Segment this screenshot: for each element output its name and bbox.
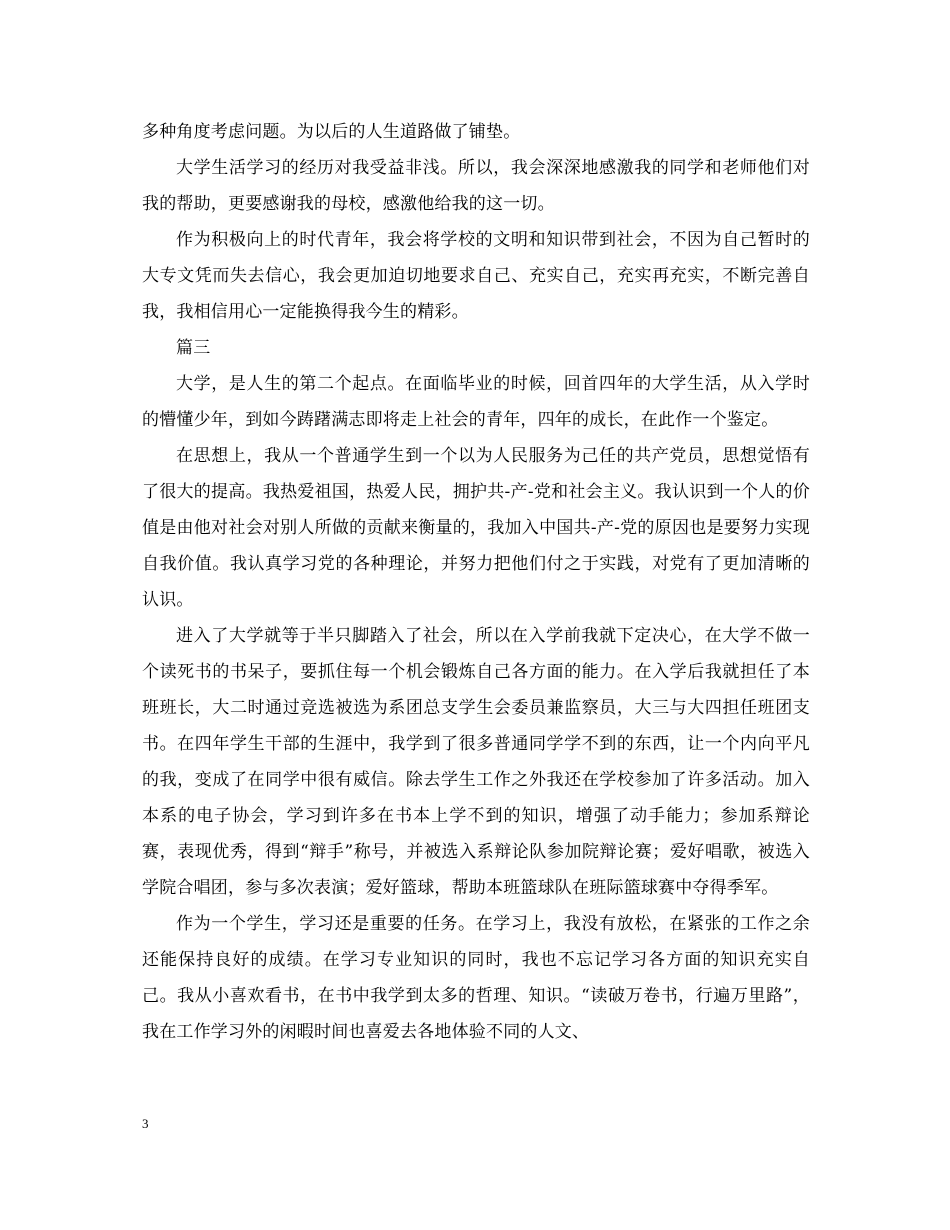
page-number: 3	[142, 1116, 149, 1131]
paragraph-3: 作为积极向上的时代青年，我会将学校的文明和知识带到社会，不因为自己暂时的大专文凭而失去信心，我会更加迫切地要求自己、充实自己，充实再充实，不断完善自我，我相信用心一定能换得我今生的精彩。	[142, 230, 810, 322]
paragraph-5: 在思想上，我从一个普通学生到一个以为人民服务为己任的共产党员，思想觉悟有了很大的提高。我热爱祖国，热爱人民，拥护共-产-党和社会主义。我认识到一个人的价值是由他对社会对别人所做的贡献来衡量的，我加入中国共-产-党的原因也是要努力实现自我价值。我认真学习党的各种理论，并努力把他们付之于实践，对党有了更加清晰的认识。	[142, 446, 810, 610]
paragraph-6: 进入了大学就等于半只脚踏入了社会，所以在入学前我就下定决心，在大学不做一个读死书的书呆子，要抓住每一个机会锻炼自己各方面的能力。在入学后我就担任了本班班长，大二时通过竞选被选为系团总支学生会委员兼监察员，大三与大四担任班团支书。在四年学生干部的生涯中，我学到了很多普通同学学不到的东西，让一个内向平凡的我，变成了在同学中很有威信。除去学生工作之外我还在学校参加了许多活动。加入本系的电子协会，学习到许多在书本上学不到的知识，增强了动手能力；参加系辩论赛，表现优秀，得到“辩手”称号，并被选入系辩论队参加院辩论赛；爱好唱歌，被选入学院合唱团，参与多次表演；爱好篮球，帮助本班篮球队在班际篮球赛中夺得季军。	[142, 626, 810, 898]
paragraph-1: 多种角度考虑问题。为以后的人生道路做了铺垫。	[142, 122, 521, 142]
paragraph-7: 作为一个学生，学习还是重要的任务。在学习上，我没有放松，在紧张的工作之余还能保持良好的成绩。在学习专业知识的同时，我也不忘记学习各方面的知识充实自己。我从小喜欢看书，在书中我学到太多的哲理、知识。“读破万卷书，行遍万里路”，我在工作学习外的闲暇时间也喜爱去各地体验不同的人文、	[142, 914, 810, 1042]
paragraph-4: 大学，是人生的第二个起点。在面临毕业的时候，回首四年的大学生活，从入学时的懵懂少年，到如今踌躇满志即将走上社会的青年，四年的成长，在此作一个鉴定。	[142, 374, 810, 430]
body-text	[142, 114, 810, 1050]
paragraph-2: 大学生活学习的经历对我受益非浅。所以，我会深深地感激我的同学和老师他们对我的帮助，更要感谢我的母校，感激他给我的这一切。	[142, 158, 810, 214]
section-heading: 篇三	[176, 338, 211, 358]
